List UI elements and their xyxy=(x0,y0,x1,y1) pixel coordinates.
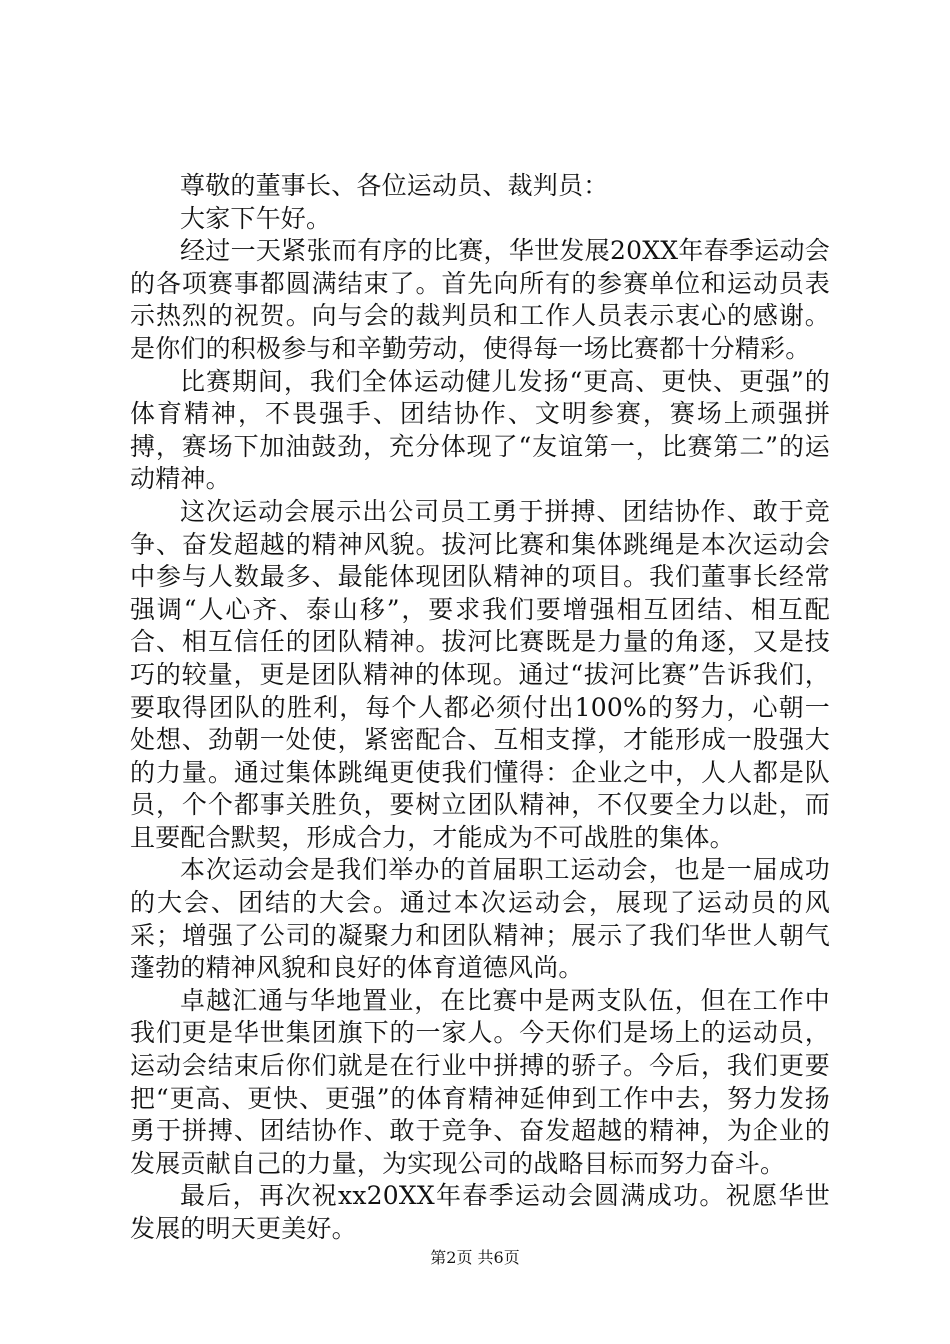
paragraph-competition: 比赛期间，我们全体运动健儿发扬“更高、更快、更强”的体育精神，不畏强手、团结协作、文明参赛，赛场上顽强拼搏，赛场下加油鼓劲，充分体现了“友谊第一，比赛第二”的运动精神。 xyxy=(130,366,830,494)
page-footer xyxy=(0,1248,950,1268)
paragraph-opening: 经过一天紧张而有序的比赛，华世发展20XX年春季运动会的各项赛事都圆满结束了。首先向所有的参赛单位和运动员表示热烈的祝贺。向与会的裁判员和工作人员表示衷心的感谢。是你们的积极参与和辛勤劳动，使得每一场比赛都十分精彩。 xyxy=(130,236,830,363)
greeting: 大家下午好。 xyxy=(180,203,332,233)
document-body xyxy=(130,170,830,1246)
salutation: 尊敬的董事长、各位运动员、裁判员： xyxy=(180,171,609,200)
paragraph-team-spirit: 这次运动会展示出公司员工勇于拼搏、团结协作、敢于竞争、奋发超越的精神风貌。拔河比赛和集体跳绳是本次运动会中参与人数最多、最能体现团队精神的项目。我们董事长经常强调“人心齐、泰山移”，要求我们要增强相互团结、相互配合、相互信任的团队精神。拔河比赛既是力量的角逐，又是技巧的较量，更是团队精神的体现。通过“拔河比赛”告诉我们，要取得团队的胜利，每个人都必须付出100%的努力，心朝一处想、劲朝一处使，紧密配合、互相支撑，才能形成一股强大的力量。通过集体跳绳更使我们懂得：企业之中，人人都是队员，个个都事关胜负，要树立团队精神，不仅要全力以赴，而且要配合默契，形成合力，才能成为不可战胜的集体。 xyxy=(130,496,830,852)
page-number: 第2页 共6页 xyxy=(430,1248,520,1267)
paragraph-first-games: 本次运动会是我们举办的首届职工运动会，也是一届成功的大会、团结的大会。通过本次运动会，展现了运动员的风采；增强了公司的凝聚力和团队精神；展示了我们华世人朝气蓬勃的精神风貌和良好的体育道德风尚。 xyxy=(130,855,830,983)
paragraph-closing: 最后，再次祝xx20XX年春季运动会圆满成功。祝愿华世发展的明天更美好。 xyxy=(130,1181,830,1243)
paragraph-unity: 卓越汇通与华地置业，在比赛中是两支队伍，但在工作中我们更是华世集团旗下的一家人。今天你们是场上的运动员，运动会结束后你们就是在行业中拼搏的骄子。今后，我们更要把“更高、更快、更强”的体育精神延伸到工作中去，努力发扬勇于拼搏、团结协作、敢于竞争、奋发超越的精神，为企业的发展贡献自己的力量，为实现公司的战略目标而努力奋斗。 xyxy=(130,985,830,1178)
